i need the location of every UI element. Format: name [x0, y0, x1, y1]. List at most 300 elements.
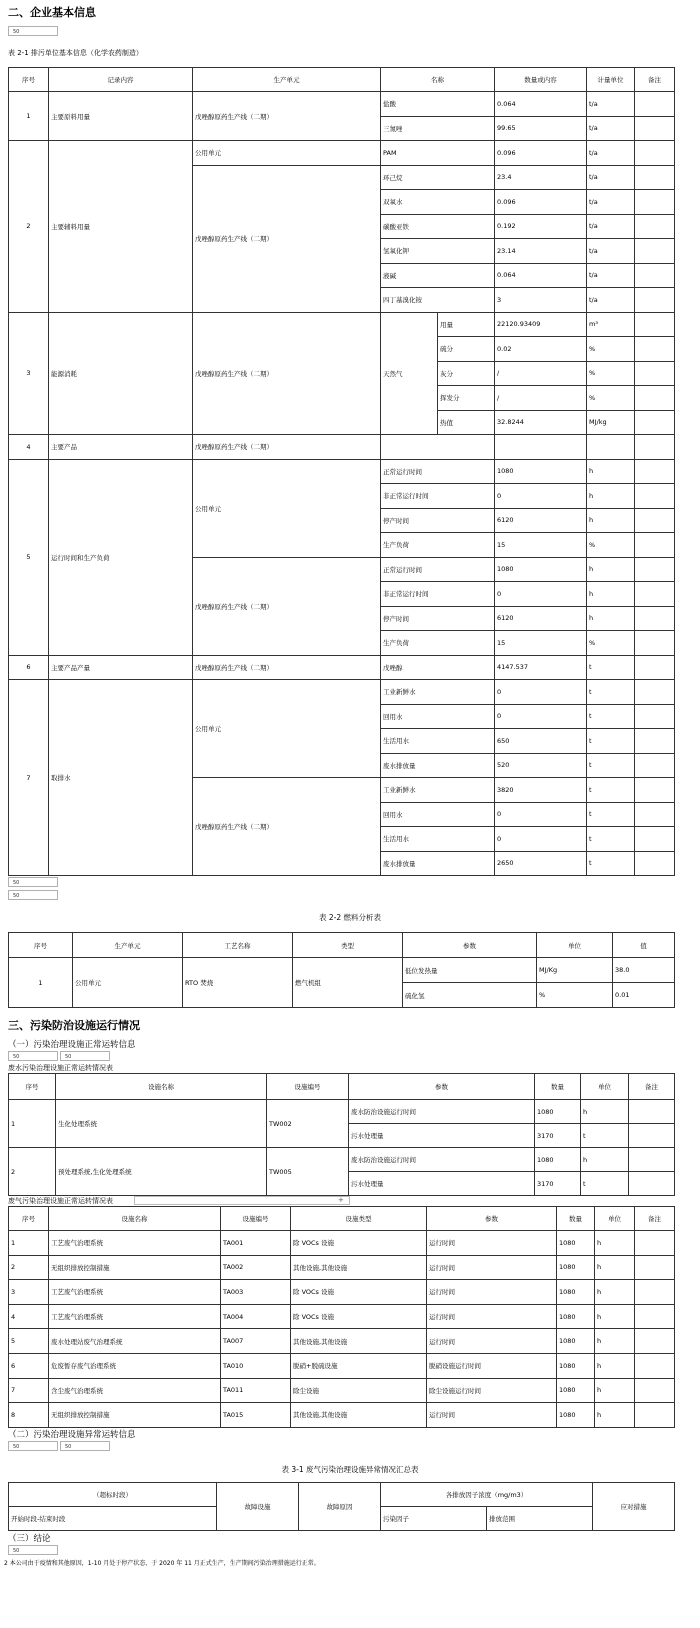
cell-remark: [635, 459, 675, 484]
cell-remark: [635, 802, 675, 827]
cell-remark: [635, 263, 675, 288]
col-header: 设施名称: [56, 1074, 267, 1100]
cell-no: 1: [9, 1231, 49, 1256]
cell-code: TW002: [267, 1100, 349, 1148]
cell-u: h: [595, 1353, 635, 1378]
cell-value: 6120: [495, 606, 587, 631]
cell-unit-measure: MJ/Kg: [537, 958, 613, 983]
cell-u: h: [595, 1403, 635, 1428]
cell-no: 3: [9, 312, 49, 435]
col-header: 故障设施: [217, 1483, 299, 1531]
cell-unit: t: [587, 778, 635, 803]
cell-no: 4: [9, 435, 49, 460]
cell-param: 运行时间: [427, 1329, 557, 1354]
cell-unit: t/a: [587, 239, 635, 264]
cell-content: 主要产品: [49, 435, 193, 460]
cell-remark: [635, 655, 675, 680]
col-header: 参数: [403, 933, 537, 958]
cell-unit: 戊唑醇原药生产线（二期）: [193, 312, 381, 435]
cell-no: 7: [9, 680, 49, 876]
cell-name: 生活用水: [381, 827, 495, 852]
cell-unit: 戊唑醇原药生产线（二期）: [193, 92, 381, 141]
col-header: 各排放因子浓度（mg/m3）: [381, 1483, 593, 1507]
table-row: [9, 312, 675, 337]
cell-unit: t: [587, 729, 635, 754]
cell-unit: m³: [587, 312, 635, 337]
col-header: 计量单位: [587, 68, 635, 92]
cell-value: 22120.93409: [495, 312, 587, 337]
col-header: 序号: [9, 68, 49, 92]
cell-remark: [635, 827, 675, 852]
table-3-1-caption: 表 3-1 废气污染治理设施异常情况汇总表: [281, 1465, 419, 1474]
cell-type: 其他设施,其他设施: [291, 1403, 427, 1428]
table-row: [9, 1304, 675, 1329]
cell-unit: h: [587, 484, 635, 509]
cell-content: 取排水: [49, 680, 193, 876]
cell-name: 工艺废气治理系统: [49, 1304, 221, 1329]
cell-u: h: [595, 1280, 635, 1305]
cell-param: 污水处理量: [349, 1124, 535, 1148]
cell-fuel: 天然气: [381, 312, 438, 435]
cell-value: 0.096: [495, 141, 587, 166]
table-row: [9, 1329, 675, 1354]
cell-unit: h: [587, 508, 635, 533]
cell-value: 38.0: [613, 958, 675, 983]
cell-remark: [635, 1353, 675, 1378]
cell-unit: %: [587, 386, 635, 411]
cell-no: 6: [9, 1353, 49, 1378]
cell-name: 工业新鲜水: [381, 680, 495, 705]
conclusion-text: 2 本公司由于疫情和其他原因，1-10 月处于停产状态，于 2020 年 11 月正式生产，生产期间污染治理措施运行正常。: [4, 1560, 320, 1567]
cell-unit: %: [587, 533, 635, 558]
cell-name: 正常运行时间: [381, 459, 495, 484]
col-header: 序号: [9, 1074, 56, 1100]
cell-content: 主要产品产量: [49, 655, 193, 680]
cell-name: 生产负荷: [381, 533, 495, 558]
table-row: [9, 435, 675, 460]
col-header: 设施名称: [49, 1207, 221, 1231]
cell-remark: [635, 1329, 675, 1354]
cell-unit: 戊唑醇原药生产线（二期）: [193, 557, 381, 655]
cell-u: h: [595, 1329, 635, 1354]
cell-remark: [635, 288, 675, 313]
cell-name: 生产负荷: [381, 631, 495, 656]
cell-no: 2: [9, 141, 49, 313]
cell-remark: [635, 1378, 675, 1403]
table-row: [9, 92, 675, 117]
col-header: 类型: [293, 933, 403, 958]
cell-qty: 1080: [535, 1148, 581, 1172]
cell-code: TA007: [221, 1329, 291, 1354]
cell-name: 停产时间: [381, 606, 495, 631]
cell-u: h: [595, 1231, 635, 1256]
cell-q: 1080: [557, 1255, 595, 1280]
col-header: 备注: [629, 1074, 675, 1100]
col-header: 参数: [349, 1074, 535, 1100]
cell-unit: t: [587, 802, 635, 827]
cell-name: 工业新鲜水: [381, 778, 495, 803]
cell-type: 脱硝+脱硫设施: [291, 1353, 427, 1378]
cell-unit: %: [587, 631, 635, 656]
table-row: [9, 1353, 675, 1378]
cell-no: 1: [9, 92, 49, 141]
cell-value: 0.096: [495, 190, 587, 215]
cell-remark: [635, 851, 675, 876]
cell-unit: t: [587, 704, 635, 729]
cell-content: 运行时间和生产负荷: [49, 459, 193, 655]
cell-code: TA011: [221, 1378, 291, 1403]
cell-unit: h: [587, 459, 635, 484]
table-row: [9, 1255, 675, 1280]
cell-code: TA003: [221, 1280, 291, 1305]
cell-name: 硫分: [438, 337, 495, 362]
cell-value: 0.064: [495, 263, 587, 288]
cell-q: 1080: [557, 1304, 595, 1329]
cell-value: 1080: [495, 557, 587, 582]
cell-value: 0: [495, 827, 587, 852]
cell-unit: t/a: [587, 263, 635, 288]
cell-remark: [635, 533, 675, 558]
cell-remark: [635, 1255, 675, 1280]
cell-u: h: [595, 1255, 635, 1280]
table-row: [9, 1231, 675, 1256]
col-subheader: 排放范围: [487, 1507, 593, 1531]
cell-unit: 戊唑醇原药生产线（二期）: [193, 778, 381, 876]
cell-unit: t/a: [587, 92, 635, 117]
cell-code: TW005: [267, 1148, 349, 1196]
cell-unit: 戊唑醇原药生产线（二期）: [193, 655, 381, 680]
table-row: [9, 1378, 675, 1403]
style-tag: 50: [8, 1441, 58, 1451]
section-2-heading: 二、企业基本信息: [8, 6, 96, 19]
cell-unit: h: [587, 557, 635, 582]
col-header: 数量或内容: [495, 68, 587, 92]
col-header: 记录内容: [49, 68, 193, 92]
cell-unit: t: [587, 680, 635, 705]
cell-value: 1080: [495, 459, 587, 484]
cell-value: 2650: [495, 851, 587, 876]
cell-remark: [635, 214, 675, 239]
col-header: 设施类型: [291, 1207, 427, 1231]
cell-remark: [629, 1172, 675, 1196]
cell-name: 废水排放量: [381, 753, 495, 778]
cell-unit: 戊唑醇原药生产线（二期）: [193, 165, 381, 312]
cell-value: 0: [495, 680, 587, 705]
style-tag: 50: [8, 1545, 58, 1555]
cell-value: 3: [495, 288, 587, 313]
cell-unit: h: [587, 582, 635, 607]
col-header: 备注: [635, 1207, 675, 1231]
cell-unit: t: [581, 1172, 629, 1196]
cell-unit: 戊唑醇原药生产线（二期）: [193, 435, 381, 460]
cell-name: 非正常运行时间: [381, 582, 495, 607]
cell-remark: [635, 680, 675, 705]
cell-remark: [635, 729, 675, 754]
cell-code: TA002: [221, 1255, 291, 1280]
col-header: 设施编号: [221, 1207, 291, 1231]
table-2-1-caption: 表 2-1 排污单位基本信息（化学农药制造）: [8, 49, 143, 57]
cell-code: TA004: [221, 1304, 291, 1329]
cell-remark: [635, 631, 675, 656]
cell-name: 工艺废气治理系统: [49, 1231, 221, 1256]
cell-type: 除尘设施: [291, 1378, 427, 1403]
cell-remark: [635, 582, 675, 607]
cell-name: 危废暂存废气治理系统: [49, 1353, 221, 1378]
cell-value: 6120: [495, 508, 587, 533]
cell-remark: [635, 484, 675, 509]
abnormal-table: [8, 1482, 675, 1531]
col-subheader: 污染因子: [381, 1507, 487, 1531]
cell-remark: [629, 1100, 675, 1124]
cell-no: 1: [9, 1100, 56, 1148]
cell-name: 正常运行时间: [381, 557, 495, 582]
col-header: 备注: [635, 68, 675, 92]
cell-name: 环己烷: [381, 165, 495, 190]
cell-value: 23.14: [495, 239, 587, 264]
cell-unit: t/a: [587, 214, 635, 239]
cell-name: 四丁基溴化铵: [381, 288, 495, 313]
table-row: [9, 680, 675, 705]
cell-value: 0.192: [495, 214, 587, 239]
cell-no: 3: [9, 1280, 49, 1305]
period-header: （超标时段）: [9, 1483, 217, 1507]
cell-qty: 1080: [535, 1100, 581, 1124]
col-header: 单位: [595, 1207, 635, 1231]
style-tag: 50: [60, 1051, 110, 1061]
cell-qty: 3170: [535, 1172, 581, 1196]
cell-content: 主要辅料用量: [49, 141, 193, 313]
cell-remark: [635, 141, 675, 166]
col-header: 设施编号: [267, 1074, 349, 1100]
add-row-icon[interactable]: +: [338, 1196, 344, 1204]
cell-content: 主要原料用量: [49, 92, 193, 141]
cell-param: 除尘设施运行时间: [427, 1378, 557, 1403]
cell-name: 氢氧化钾: [381, 239, 495, 264]
cell-value: [495, 435, 587, 460]
cell-no: 6: [9, 655, 49, 680]
cell-unit: t/a: [587, 288, 635, 313]
cell-q: 1080: [557, 1280, 595, 1305]
section-3-heading: 三、污染防治设施运行情况: [8, 1019, 140, 1032]
cell-type: 除 VOCs 设施: [291, 1280, 427, 1305]
cell-unit: t: [587, 851, 635, 876]
table-2-1: [8, 67, 675, 876]
col-header: 单位: [537, 933, 613, 958]
cell-u: h: [595, 1378, 635, 1403]
cell-no: 8: [9, 1403, 49, 1428]
cell-name: 液碱: [381, 263, 495, 288]
cell-value: 0.064: [495, 92, 587, 117]
cell-remark: [635, 190, 675, 215]
cell-value: 23.4: [495, 165, 587, 190]
cell-q: 1080: [557, 1353, 595, 1378]
cell-remark: [629, 1148, 675, 1172]
table-2-2: [8, 932, 675, 1008]
col-header: 故障原因: [299, 1483, 381, 1531]
cell-type: 除 VOCs 设施: [291, 1231, 427, 1256]
style-tag: 50: [8, 890, 58, 900]
col-header: 数量: [557, 1207, 595, 1231]
cell-remark: [635, 1403, 675, 1428]
col-header: 值: [613, 933, 675, 958]
cell-content: 能源消耗: [49, 312, 193, 435]
col-header: 名称: [381, 68, 495, 92]
cell-remark: [635, 361, 675, 386]
cell-no: 1: [9, 958, 73, 1008]
cell-value: 0: [495, 802, 587, 827]
cell-no: 2: [9, 1148, 56, 1196]
cell-value: 32.8244: [495, 410, 587, 435]
col-header: 参数: [427, 1207, 557, 1231]
cell-facility: 生化处理系统: [56, 1100, 267, 1148]
cell-code: TA015: [221, 1403, 291, 1428]
wastewater-table: [8, 1073, 675, 1196]
wastewater-table-caption: 废水污染治理设施正常运转情况表: [8, 1064, 113, 1072]
cell-param: 运行时间: [427, 1231, 557, 1256]
cell-param: 低位发热量: [403, 958, 537, 983]
waste-gas-table: [8, 1206, 675, 1428]
col-header: 序号: [9, 1207, 49, 1231]
cell-value: 15: [495, 533, 587, 558]
cell-remark: [635, 165, 675, 190]
cell-qty: 3170: [535, 1124, 581, 1148]
cell-value: 15: [495, 631, 587, 656]
cell-value: /: [495, 361, 587, 386]
cell-value: 0: [495, 484, 587, 509]
cell-no: 2: [9, 1255, 49, 1280]
cell-no: 4: [9, 1304, 49, 1329]
col-header: 生产单元: [193, 68, 381, 92]
cell-unit: h: [587, 606, 635, 631]
table-2-2-caption: 表 2-2 燃料分析表: [318, 913, 382, 922]
waste-gas-table-caption: 废气污染治理设施正常运转情况表: [8, 1197, 113, 1205]
cell-value: 0.02: [495, 337, 587, 362]
table-row: [9, 1403, 675, 1428]
cell-value: 99.65: [495, 116, 587, 141]
cell-name: 生活用水: [381, 729, 495, 754]
cell-remark: [635, 1231, 675, 1256]
cell-remark: [635, 778, 675, 803]
cell-param: 污水处理量: [349, 1172, 535, 1196]
cell-unit: MJ/kg: [587, 410, 635, 435]
cell-name: 用量: [438, 312, 495, 337]
cell-remark: [635, 312, 675, 337]
cell-type: 其他设施,其他设施: [291, 1329, 427, 1354]
cell-type: 除 VOCs 设施: [291, 1304, 427, 1329]
cell-remark: [635, 704, 675, 729]
subsection-2-heading: （二）污染治理设施异常运转信息: [8, 1430, 136, 1440]
cell-param: 运行时间: [427, 1255, 557, 1280]
cell-type: 其他设施,其他设施: [291, 1255, 427, 1280]
period-subheader: 开始时段-结束时段: [9, 1507, 217, 1531]
table-row: [9, 459, 675, 484]
cell-remark: [635, 337, 675, 362]
cell-name: 碳酸亚铁: [381, 214, 495, 239]
col-header: 工艺名称: [183, 933, 293, 958]
table-row: [9, 68, 675, 92]
cell-q: 1080: [557, 1378, 595, 1403]
caption-frame: [134, 1196, 350, 1205]
cell-value: 650: [495, 729, 587, 754]
cell-unit: h: [581, 1148, 629, 1172]
cell-unit: t/a: [587, 165, 635, 190]
cell-value: 3820: [495, 778, 587, 803]
cell-name: [381, 435, 495, 460]
cell-name: 工艺废气治理系统: [49, 1280, 221, 1305]
cell-value: /: [495, 386, 587, 411]
cell-name: 回用水: [381, 704, 495, 729]
cell-remark: [629, 1124, 675, 1148]
table-row: [9, 1280, 675, 1305]
cell-unit: [587, 435, 635, 460]
cell-name: 三氮唑: [381, 116, 495, 141]
cell-value: 4147.537: [495, 655, 587, 680]
cell-remark: [635, 386, 675, 411]
cell-name: 含尘废气治理系统: [49, 1378, 221, 1403]
cell-u: h: [595, 1304, 635, 1329]
cell-value: 0.01: [613, 983, 675, 1008]
cell-q: 1080: [557, 1403, 595, 1428]
cell-code: TA010: [221, 1353, 291, 1378]
cell-remark: [635, 410, 675, 435]
cell-name: 双氧水: [381, 190, 495, 215]
cell-unit: t/a: [587, 141, 635, 166]
cell-unit: h: [581, 1100, 629, 1124]
col-header: 生产单元: [73, 933, 183, 958]
cell-name: 无组织排放控制措施: [49, 1403, 221, 1428]
cell-value: 0: [495, 582, 587, 607]
cell-remark: [635, 92, 675, 117]
cell-unit: 公用单元: [193, 680, 381, 778]
cell-unit: 公用单元: [193, 459, 381, 557]
cell-unit: 公用单元: [193, 141, 381, 166]
cell-remark: [635, 435, 675, 460]
cell-code: TA001: [221, 1231, 291, 1256]
col-header: 序号: [9, 933, 73, 958]
col-header: 数量: [535, 1074, 581, 1100]
cell-unit: t/a: [587, 116, 635, 141]
cell-remark: [635, 1280, 675, 1305]
cell-value: 0: [495, 704, 587, 729]
cell-param: 废水防治设施运行时间: [349, 1100, 535, 1124]
subsection-3-heading: （三）结论: [8, 1534, 51, 1544]
cell-param: 硫化氢: [403, 983, 537, 1008]
cell-no: 7: [9, 1378, 49, 1403]
cell-q: 1080: [557, 1329, 595, 1354]
cell-name: 挥发分: [438, 386, 495, 411]
cell-type: 燃气机组: [293, 958, 403, 1008]
cell-param: 废水防治设施运行时间: [349, 1148, 535, 1172]
table-row: [9, 655, 675, 680]
cell-remark: [635, 557, 675, 582]
col-header: 单位: [581, 1074, 629, 1100]
subsection-1-heading: （一）污染治理设施正常运转信息: [8, 1040, 136, 1050]
cell-remark: [635, 606, 675, 631]
cell-name: 停产时间: [381, 508, 495, 533]
style-tag: 50: [8, 877, 58, 887]
cell-param: 运行时间: [427, 1280, 557, 1305]
cell-unit: t: [587, 827, 635, 852]
cell-q: 1080: [557, 1231, 595, 1256]
table-row: [9, 141, 675, 166]
cell-remark: [635, 1304, 675, 1329]
cell-unit: t: [587, 655, 635, 680]
cell-name: 废水处理站废气治理系统: [49, 1329, 221, 1354]
cell-unit: %: [587, 361, 635, 386]
cell-name: 回用水: [381, 802, 495, 827]
style-tag: 50: [8, 26, 58, 36]
cell-unit: 公用单元: [73, 958, 183, 1008]
